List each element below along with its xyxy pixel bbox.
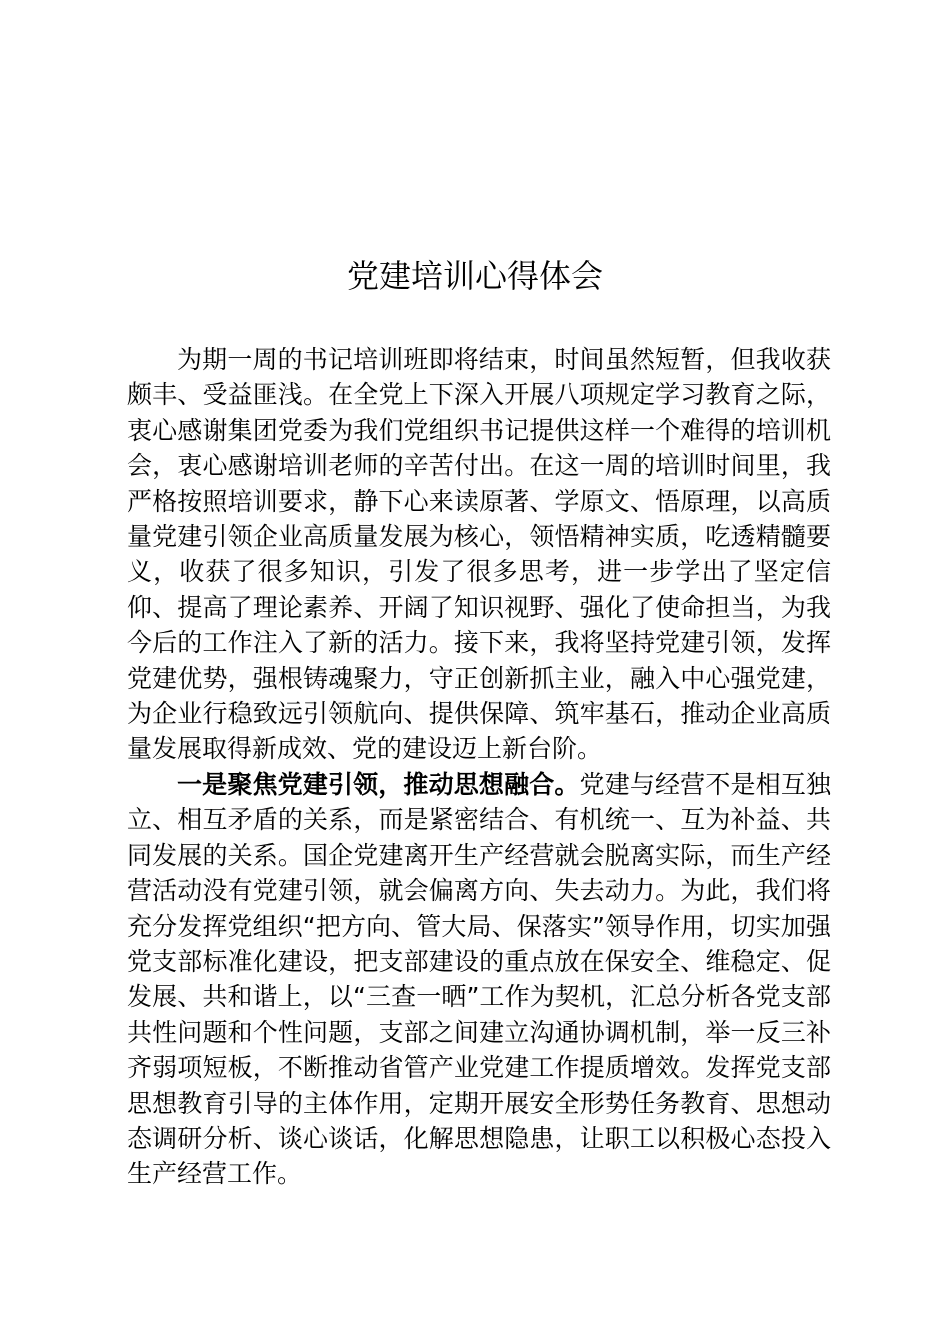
document-title: 党建培训心得体会	[346, 257, 603, 295]
document-body	[127, 342, 831, 1192]
paragraph-lead: 一是聚焦党建引领，推动思想融合。	[177, 769, 580, 799]
paragraph-text: 党建与经营不是相互独立、相互矛盾的关系，而是紧密结合、有机统一、互为补益、共同发展的关系。国企党建离开生产经营就会脱离实际，而生产经营活动没有党建引领，就会偏离方向、失去动力。为此，我们将充分发挥党组织“把方向、管大局、保落实”领导作用，切实加强党支部标准化建设，把支部建设的重点放在保安全、维稳定、促发展、共和谐上，以“三查一晒”工作为契机，汇总分析各党支部共性问题和个性问题，支部之间建立沟通协调机制，举一反三补齐弱项短板，不断推动省管产业党建工作提质增效。发挥党支部思想教育引导的主体作用，定期开展安全形势任务教育、思想动态调研分析、谈心谈话，化解思想隐患，让职工以积极心态投入生产经营工作。	[127, 769, 831, 1189]
paragraph-text: 为期一周的书记培训班即将结束，时间虽然短暂，但我收获颇丰、受益匪浅。在全党上下深入开展八项规定学习教育之际，衷心感谢集团党委为我们党组织书记提供这样一个难得的培训机会，衷心感谢培训老师的辛苦付出。在这一周的培训时间里，我严格按照培训要求，静下心来读原著、学原文、悟原理，以高质量党建引领企业高质量发展为核心，领悟精神实质，吃透精髓要义，收获了很多知识，引发了很多思考，进一步学出了坚定信仰、提高了理论素养、开阔了知识视野、强化了使命担当，为我今后的工作注入了新的活力。接下来，我将坚持党建引领，发挥党建优势，强根铸魂聚力，守正创新抓主业，融入中心强党建，为企业行稳致远引领航向、提供保障、筑牢基石，推动企业高质量发展取得新成效、党的建设迈上新台阶。	[127, 345, 831, 764]
paragraph-intro	[127, 342, 831, 767]
paragraph-point-one	[127, 767, 831, 1192]
